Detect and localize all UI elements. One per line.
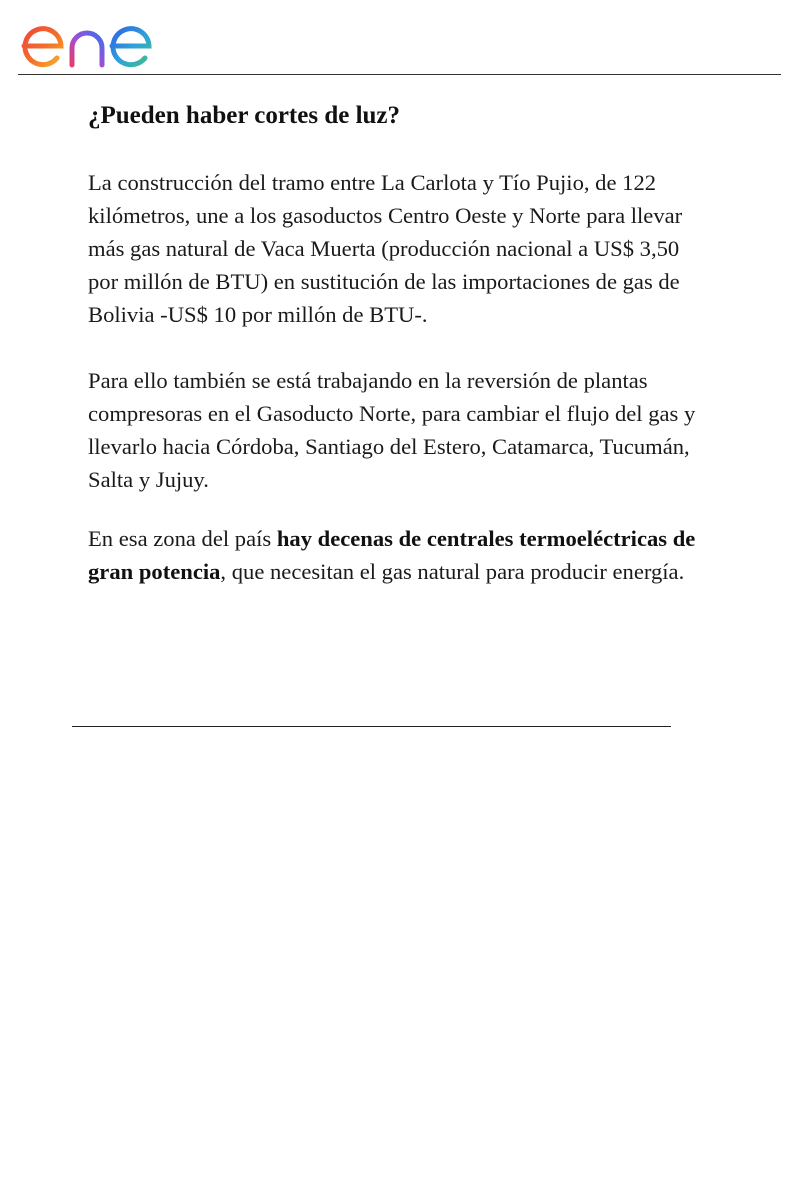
paragraph-power-plants bbox=[88, 522, 698, 588]
enel-logo[interactable] bbox=[16, 8, 180, 70]
header-divider bbox=[18, 74, 781, 75]
article-end-divider bbox=[72, 726, 671, 727]
article-body bbox=[88, 100, 698, 621]
paragraph-bold-text: hay decenas de centrales termoeléctricas de gran potencia bbox=[88, 526, 696, 584]
paragraph-reversal: Para ello también se está trabajando en la reversión de plantas compresoras en el Gasoducto Norte, para cambiar el flujo del gas y llevarlo hacia Córdoba, Santiago del Estero, Catamarca, Tucumán, Salta y Jujuy. bbox=[88, 368, 696, 492]
paragraph-lead-text: En esa zona del país bbox=[88, 526, 277, 551]
paragraph-tail-text: , que necesitan el gas natural para producir energía. bbox=[220, 559, 685, 584]
section-title: ¿Pueden haber cortes de luz? bbox=[88, 102, 401, 129]
page-header bbox=[0, 0, 800, 76]
paragraph-construction: La construcción del tramo entre La Carlota y Tío Pujio, de 122 kilómetros, une a los gasoductos Centro Oeste y Norte para llevar más gas natural de Vaca Muerta (producción nacional a US$ 3,50 por millón de BTU) en sustitución de las importaciones de gas de Bolivia -US$ 10 por millón de BTU-. bbox=[88, 170, 683, 327]
